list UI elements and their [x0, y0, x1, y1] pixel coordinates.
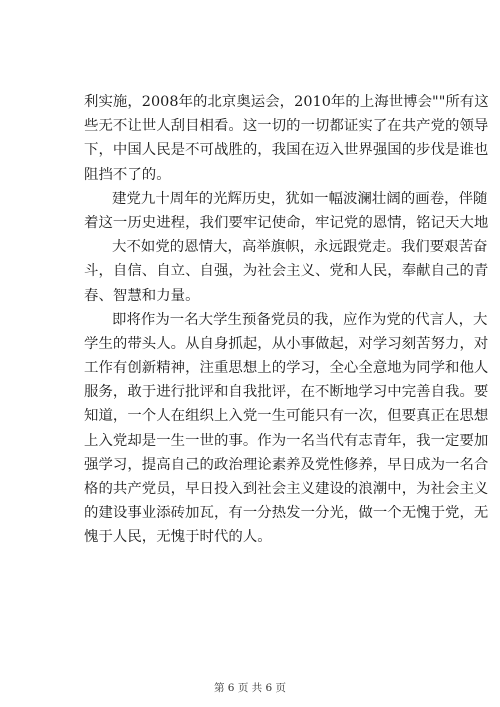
- text-line: 些无不让世人刮目相看。这一切的一切都证实了在共产党的领导: [84, 118, 489, 135]
- text-line: 服务，敢于进行批评和自我批评，在不断地学习中完善自我。要: [84, 384, 489, 401]
- text-line: 的建设事业添砖加瓦，有一分热发一分光，做一个无愧于党，无: [84, 505, 489, 522]
- text-line: 学生的带头人。从自身抓起，从小事做起，对学习刻苦努力，对: [84, 335, 489, 352]
- document-body: [84, 90, 489, 550]
- text-line: 愧于人民，无愧于时代的人。: [84, 529, 272, 546]
- text-line: 斗，自信、自立、自强，为社会主义、党和人民，奉献自己的青: [84, 263, 489, 280]
- text-line: 下，中国人民是不可战胜的，我国在迈入世界强国的步伐是谁也: [84, 142, 489, 159]
- text-line: 工作有创新精神，注重思想上的学习，全心全意地为同学和他人: [84, 360, 489, 377]
- text-line: 春、智慧和力量。: [84, 287, 200, 304]
- text-line: 建党九十周年的光辉历史，犹如一幅波澜壮阔的画卷，伴随: [112, 190, 488, 207]
- text-line: 上入党却是一生一世的事。作为一名当代有志青年，我一定要加: [84, 432, 489, 449]
- text-line: 强学习，提高自己的政治理论素养及党性修养，早日成为一名合: [84, 456, 489, 473]
- text-line: 阻挡不了的。: [84, 166, 171, 183]
- text-line: 即将作为一名大学生预备党员的我，应作为党的代言人，大: [112, 311, 488, 328]
- text-line: 格的共产党员，早日投入到社会主义建设的浪潮中，为社会主义: [84, 481, 489, 497]
- text-line: 利实施，2008年的北京奥运会，2010年的上海世博会""所有这: [84, 94, 489, 110]
- text-line: 知道，一个人在组织上入党一生可能只有一次，但要真正在思想: [84, 408, 489, 425]
- text-line: 着这一历史进程，我们要牢记使命，牢记党的恩情，铭记天大地: [84, 214, 489, 231]
- page-number-footer: 第 6 页 共 6 页: [213, 682, 287, 694]
- text-line: 大不如党的恩情大，高举旗帜，永远跟党走。我们要艰苦奋: [112, 239, 488, 256]
